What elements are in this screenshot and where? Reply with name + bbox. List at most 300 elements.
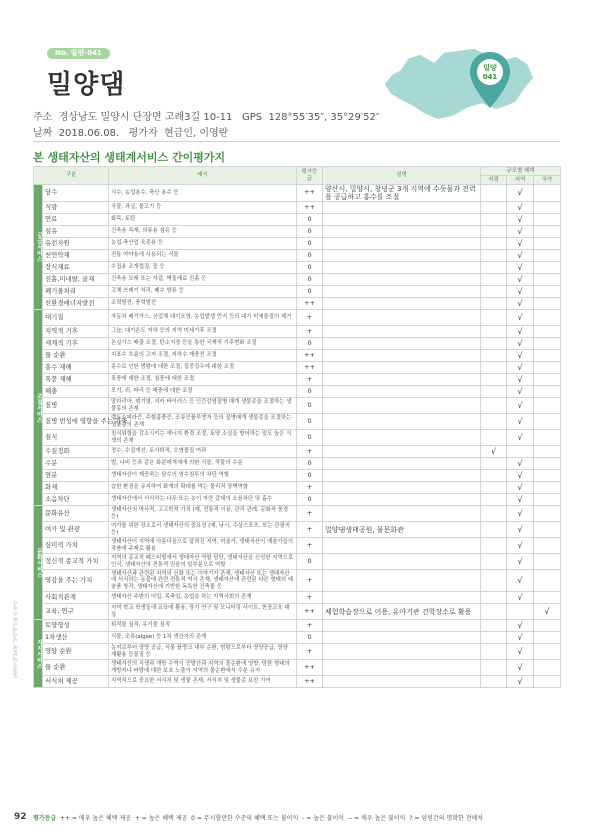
row-scale-nation <box>534 676 561 688</box>
row-scale-local <box>481 238 507 250</box>
side-running-title: 밀양강 제1권역 생태계서비스 평가 <box>13 600 19 678</box>
row-scale-nation <box>534 482 561 494</box>
row-item: 화재 <box>43 482 109 494</box>
row-item: 홍수 재해 <box>43 362 109 374</box>
row-description <box>323 592 481 604</box>
row-item: 사회적관계 <box>43 592 109 604</box>
row-scale-nation <box>534 554 561 570</box>
row-grade: + <box>297 374 323 386</box>
row-grade: + <box>297 326 323 338</box>
row-description <box>323 286 481 298</box>
row-item: 영양 순환 <box>43 644 109 660</box>
row-scale-region: √ <box>507 676 534 688</box>
legend-item: ? = 임원간의 명확한 견해차 <box>409 815 484 822</box>
row-scale-region: √ <box>507 374 534 386</box>
row-scale-local <box>481 386 507 398</box>
table-row <box>34 494 561 506</box>
grade-legend <box>33 813 483 822</box>
table-row <box>34 470 561 482</box>
row-item: 친환경에너지발전 <box>43 298 109 310</box>
evaluator-label: 평가자 <box>128 128 158 139</box>
row-scale-region: √ <box>507 338 534 350</box>
header-scale-region: 지역 <box>507 176 534 185</box>
row-grade: 0 <box>297 458 323 470</box>
header-description: 설명 <box>323 167 481 185</box>
row-item: 식량 <box>43 202 109 214</box>
row-description <box>323 362 481 374</box>
table-row <box>34 202 561 214</box>
table-row <box>34 298 561 310</box>
table-row <box>34 676 561 688</box>
row-description <box>323 310 481 326</box>
table-row <box>34 446 561 458</box>
row-example: 지역의 종교적 페스티벌에서 생태자산 역할 담당, 생태자산을 신성한 지역으로 인식, 생태자산의 전통적 믿음의 일부분으로 역할 <box>109 554 297 570</box>
row-scale-region: √ <box>507 286 534 298</box>
row-scale-nation <box>534 570 561 592</box>
row-example: 퇴적물 침적, 유기물 침적 <box>109 620 297 632</box>
row-item: 천연약재 <box>43 250 109 262</box>
row-example: 그늘, 대기온도 저하 등의 지역 미세기후 조절 <box>109 326 297 338</box>
row-example: 농업·축산업 육종용 등 <box>109 238 297 250</box>
row-scale-nation <box>534 326 561 338</box>
row-scale-local <box>481 214 507 226</box>
row-item: 교육, 연구 <box>43 604 109 620</box>
row-example: 여가를 위한 장소로서 생태자산의 중요성 (예, 낚시, 수상스포츠, 또는 관광지 등) <box>109 522 297 538</box>
row-grade: 0 <box>297 214 323 226</box>
row-item: 담수 <box>43 185 109 202</box>
table-row <box>34 250 561 262</box>
row-grade: + <box>297 482 323 494</box>
row-example: 건축용 모래 또는 자갈, 벽돌재료 진흙 등 <box>109 274 297 286</box>
row-grade: ++ <box>297 660 323 676</box>
table-row <box>34 570 561 592</box>
evaluator-value: 현금인, 이영란 <box>164 128 229 139</box>
page-number: 92 <box>14 812 27 822</box>
row-scale-local <box>481 482 507 494</box>
table-row <box>34 414 561 430</box>
row-scale-local: √ <box>481 446 507 458</box>
header-example: 예시 <box>109 167 297 185</box>
row-scale-region: √ <box>507 185 534 202</box>
row-item: 지역적 기후 <box>43 326 109 338</box>
row-grade: ++ <box>297 202 323 214</box>
row-scale-local <box>481 185 507 202</box>
row-scale-region: √ <box>507 660 534 676</box>
row-scale-local <box>481 202 507 214</box>
row-scale-region: √ <box>507 298 534 310</box>
table-row <box>34 430 561 446</box>
row-scale-region: √ <box>507 202 534 214</box>
row-scale-nation <box>534 214 561 226</box>
row-example: 습한 환경을 유지하여 화재의 확대를 막는 물리적 장벽역할 <box>109 482 297 494</box>
row-example: 벌, 나비 등과 같은 화분매개체에 의한 식물, 작물의 수분 <box>109 458 297 470</box>
row-grade: ++ <box>297 676 323 688</box>
row-scale-nation <box>534 338 561 350</box>
row-example: 홍수로 인한 범람에 대한 조절, 집중강우에 대한 조절 <box>109 362 297 374</box>
row-description <box>323 386 481 398</box>
row-description <box>323 274 481 286</box>
row-scale-nation <box>534 398 561 414</box>
row-description: 밀양댐생태공원, 물문화관 <box>323 522 481 538</box>
header-scale-local: 지점 <box>481 176 507 185</box>
region-map-shape <box>384 48 534 120</box>
row-description <box>323 214 481 226</box>
row-example: 생태자산과 관련된 지역의 신화 또는 이야기가 존재, 생태자산 또는 생태자산에 서식하는 동물에 관련 전통적 역사 존재, 생태자산에 관련된 다른 형태의 예술품 창작, 생태자산에 기반한 독특한 건축물 등 <box>109 570 297 592</box>
row-scale-local <box>481 592 507 604</box>
table-row <box>34 262 561 274</box>
row-scale-region: √ <box>507 414 534 430</box>
section-title: 본 생태자산의 생태계서비스 간이평가지 <box>33 151 226 164</box>
header-grade: 평가등급 <box>297 167 323 185</box>
row-item: 정신적 종교적 가치 <box>43 554 109 570</box>
row-description <box>323 538 481 554</box>
row-example: 정수, 수질개선, 토사퇴적, 오염물질 여과 <box>109 446 297 458</box>
row-grade: + <box>297 506 323 522</box>
row-grade: + <box>297 522 323 538</box>
category-cell: 지지서비스 <box>34 620 43 688</box>
row-scale-local <box>481 226 507 238</box>
row-scale-region: √ <box>507 398 534 414</box>
row-scale-nation <box>534 185 561 202</box>
map-pin-line1: 밀양 <box>483 64 497 72</box>
row-item: 소음차단 <box>43 494 109 506</box>
row-item: 폭풍 재해 <box>43 374 109 386</box>
row-scale-region: √ <box>507 632 534 644</box>
table-row <box>34 362 561 374</box>
row-grade: 0 <box>297 386 323 398</box>
row-example: 지역 학교 학생들에 교육에 활용, 장기 연구 및 모니터링 사이트, 현장교육 대상 <box>109 604 297 620</box>
row-scale-nation <box>534 470 561 482</box>
table-row <box>34 185 561 202</box>
row-item: 심미적 가치 <box>43 538 109 554</box>
table-body <box>34 185 561 688</box>
gps-label: GPS <box>241 112 263 123</box>
address-line <box>33 108 380 123</box>
row-scale-local <box>481 554 507 570</box>
row-grade: + <box>297 644 323 660</box>
row-scale-nation <box>534 660 561 676</box>
table-row <box>34 398 561 414</box>
category-cell: 조절서비스 <box>34 310 43 506</box>
table-row <box>34 326 561 338</box>
header-scale-nation: 국가 <box>534 176 561 185</box>
date-label: 날짜 <box>33 128 53 139</box>
row-scale-nation <box>534 632 561 644</box>
row-scale-nation <box>534 386 561 398</box>
table-row <box>34 554 561 570</box>
table-row <box>34 506 561 522</box>
row-scale-local <box>481 350 507 362</box>
row-example: 지역적으로 중요한 서식처 및 생물 존재, 서식처 및 생물종 보전 기여 <box>109 676 297 688</box>
row-example: 생태자산의 식생과 개방 수역이 증발산과 지역의 물순환에 영향, 담한 형태의 개방지나 바람에 대한 보호 노출이 지역의 물순환에서 수분 유지 <box>109 660 297 676</box>
table-row <box>34 604 561 620</box>
row-scale-region <box>507 446 534 458</box>
row-item: 침식 <box>43 430 109 446</box>
table-row <box>34 226 561 238</box>
row-scale-nation <box>534 286 561 298</box>
row-item: 영감을 주는 가치 <box>43 570 109 592</box>
row-description <box>323 374 481 386</box>
row-description <box>323 458 481 470</box>
row-example: 침식위험을 감소시키는 에너지 환경 조절, 토양 소실을 방어하는 밀도 높은 식생의 존재 <box>109 430 297 446</box>
row-scale-local <box>481 310 507 326</box>
row-grade: 0 <box>297 262 323 274</box>
row-description <box>323 494 481 506</box>
row-description <box>323 570 481 592</box>
row-example: 식수, 농업용수, 축산 용수 등 <box>109 185 297 202</box>
row-item: 유전자원 <box>43 238 109 250</box>
row-scale-region: √ <box>507 274 534 286</box>
address-value: 경상남도 밀양시 단장면 고례3길 10-11 <box>58 112 233 123</box>
row-scale-region: √ <box>507 350 534 362</box>
row-scale-region: √ <box>507 250 534 262</box>
row-scale-region: √ <box>507 620 534 632</box>
row-scale-local <box>481 470 507 482</box>
header-scale-group: 규모별 혜택 <box>481 167 561 176</box>
table-row <box>34 350 561 362</box>
row-scale-local <box>481 262 507 274</box>
row-scale-region: √ <box>507 226 534 238</box>
address-label: 주소 <box>33 112 53 123</box>
row-example: 지표수 흐름의 고저 조절, 지하수 재충전 조절 <box>109 350 297 362</box>
row-item: 질병 <box>43 398 109 414</box>
row-scale-local <box>481 326 507 338</box>
table-row <box>34 274 561 286</box>
row-scale-region: √ <box>507 538 534 554</box>
row-scale-nation <box>534 620 561 632</box>
header-category: 구분 <box>34 167 109 185</box>
divider <box>33 141 560 142</box>
row-scale-region: √ <box>507 592 534 604</box>
row-grade: ++ <box>297 298 323 310</box>
table-row <box>34 458 561 470</box>
row-scale-local <box>481 430 507 446</box>
row-description <box>323 238 481 250</box>
row-description <box>323 644 481 660</box>
row-scale-local <box>481 414 507 430</box>
row-item: 문화유산 <box>43 506 109 522</box>
row-item: 서식처 제공 <box>43 676 109 688</box>
row-grade: 0 <box>297 238 323 250</box>
row-scale-region: √ <box>507 458 534 470</box>
row-scale-nation <box>534 446 561 458</box>
row-grade: ++ <box>297 350 323 362</box>
table-row <box>34 286 561 298</box>
row-scale-local <box>481 538 507 554</box>
category-cell: 공급서비스 <box>34 185 43 310</box>
row-grade: ++ <box>297 185 323 202</box>
row-grade: 0 <box>297 470 323 482</box>
row-scale-local <box>481 286 507 298</box>
row-example: 말라리아, 뎅기열, 지카 바이러스 등 인간감염질병 매개 생물종을 조절하는 생물종의 존재 <box>109 398 297 414</box>
row-grade: + <box>297 592 323 604</box>
row-description <box>323 226 481 238</box>
row-example: 생태자산이 제공하는 담수의 염수침투의 차단 역할 <box>109 470 297 482</box>
row-description <box>323 398 481 414</box>
table-row <box>34 644 561 660</box>
row-scale-nation <box>534 494 561 506</box>
row-scale-nation <box>534 592 561 604</box>
row-scale-region: √ <box>507 522 534 538</box>
row-item: 대기질 <box>43 310 109 326</box>
row-example: 전통 약약용에 사용되는 식물 <box>109 250 297 262</box>
row-scale-region: √ <box>507 494 534 506</box>
row-scale-local <box>481 494 507 506</box>
row-example: 조력발전, 풍력발전 <box>109 298 297 310</box>
row-scale-nation <box>534 238 561 250</box>
row-scale-local <box>481 298 507 310</box>
row-example: 렙토스피라증, 주혈흡충증, 조류인플루엔자 등의 질병매개 생물종을 조절하는 생물종의 존재 <box>109 414 297 430</box>
row-scale-local <box>481 522 507 538</box>
row-example: 농지로부터 영양 공급, 식물 플랑크 내부 순환, 범람으로부터 영양공급, 영양 재활용 등물질 등 <box>109 644 297 660</box>
row-item: 토양형성 <box>43 620 109 632</box>
row-scale-region: √ <box>507 554 534 570</box>
row-scale-nation <box>534 538 561 554</box>
row-example: 생태자산의 역사적, 고고학적 가치 (예, 전통적 이용, 관리 관례, 문화적 풍경 등) <box>109 506 297 522</box>
row-scale-region: √ <box>507 326 534 338</box>
legend-item: 0 = 무시할만한 수준의 혜택 또는 불이익 <box>191 815 299 822</box>
row-item: 여가 및 관광 <box>43 522 109 538</box>
row-scale-nation <box>534 522 561 538</box>
table-row <box>34 620 561 632</box>
row-example: 자동차 배기가스, 산업체 대기오염, 농업발생 먼지 등의 대기 미세물질의 제거 <box>109 310 297 326</box>
table-row <box>34 592 561 604</box>
row-description <box>323 262 481 274</box>
row-scale-nation <box>534 226 561 238</box>
category-cell: 문화서비스 <box>34 506 43 620</box>
row-item: 연료 <box>43 214 109 226</box>
row-scale-nation <box>534 202 561 214</box>
row-grade: + <box>297 310 323 326</box>
row-grade: 0 <box>297 274 323 286</box>
row-scale-local <box>481 338 507 350</box>
assessment-table <box>33 166 561 688</box>
row-item: 1차생산 <box>43 632 109 644</box>
row-description <box>323 676 481 688</box>
legend-item: -- = 매우 높은 불이익 <box>347 815 406 822</box>
row-scale-region: √ <box>507 386 534 398</box>
row-example: 생태자산 주변의 어업, 목축업, 농업을 하는 지역사회의 존재 <box>109 592 297 604</box>
row-example: 생태자산이 지역에 아름다움으로 알려진 지역, 미술가, 생태자산이 예술가들의 작품에 주제로 활용 <box>109 538 297 554</box>
row-example: 생태자산에서 서식하는 나무 또는 농이 자란 갈대의 소음차단 및 흡수 <box>109 494 297 506</box>
row-item: 수질정화 <box>43 446 109 458</box>
row-scale-local <box>481 362 507 374</box>
row-scale-region: √ <box>507 362 534 374</box>
row-description <box>323 660 481 676</box>
row-example: 폭풍에 대한 조절, 침풍에 대한 조절 <box>109 374 297 386</box>
row-scale-nation <box>534 250 561 262</box>
row-scale-local <box>481 570 507 592</box>
row-description <box>323 482 481 494</box>
row-description <box>323 506 481 522</box>
row-grade: 0 <box>297 398 323 414</box>
row-scale-nation <box>534 374 561 386</box>
gps-value: 128°55′35″, 35°29′52″ <box>268 112 380 123</box>
row-scale-nation: √ <box>534 604 561 620</box>
row-item: 섬유 <box>43 226 109 238</box>
row-description <box>323 554 481 570</box>
table-row <box>34 310 561 326</box>
region-map <box>378 44 538 139</box>
legend-item: ++ = 매우 높은 혜택 제공 <box>60 815 132 822</box>
row-description <box>323 350 481 362</box>
row-scale-local <box>481 676 507 688</box>
row-grade: 0 <box>297 226 323 238</box>
row-scale-region: √ <box>507 470 534 482</box>
row-scale-nation <box>534 362 561 374</box>
row-example: 식물, 조류(algae) 등 1차 생산자의 존재 <box>109 632 297 644</box>
row-scale-nation <box>534 644 561 660</box>
map-pin-line2: 041 <box>482 73 498 81</box>
row-grade: 0 <box>297 554 323 570</box>
row-scale-local <box>481 632 507 644</box>
row-grade: 0 <box>297 414 323 430</box>
row-scale-nation <box>534 262 561 274</box>
row-grade: 0 <box>297 250 323 262</box>
row-scale-region: √ <box>507 430 534 446</box>
asset-number-tag: No. 밀양-041 <box>47 48 110 59</box>
row-scale-nation <box>534 414 561 430</box>
row-item: 물 순환 <box>43 350 109 362</box>
row-scale-local <box>481 274 507 286</box>
row-scale-local <box>481 398 507 414</box>
row-scale-local <box>481 458 507 470</box>
row-scale-nation <box>534 310 561 326</box>
row-description <box>323 414 481 430</box>
row-grade: ++ <box>297 362 323 374</box>
row-item: 장식재료 <box>43 262 109 274</box>
row-grade: 0 <box>297 632 323 644</box>
table-row <box>34 482 561 494</box>
row-scale-region: √ <box>507 238 534 250</box>
table-row <box>34 632 561 644</box>
table-row <box>34 338 561 350</box>
row-description <box>323 202 481 214</box>
row-item: 진흙,미네랄, 골재 <box>43 274 109 286</box>
row-description <box>323 250 481 262</box>
row-item: 폐기물처리 <box>43 286 109 298</box>
row-grade: + <box>297 620 323 632</box>
row-scale-local <box>481 374 507 386</box>
table-row <box>34 214 561 226</box>
legend-item: - = 높은 불이익 <box>302 815 345 822</box>
row-description <box>323 446 481 458</box>
table-row <box>34 538 561 554</box>
row-item: 세계적 기후 <box>43 338 109 350</box>
row-description <box>323 430 481 446</box>
row-item: 해충 <box>43 386 109 398</box>
row-grade: 0 <box>297 430 323 446</box>
row-example: 건축용 목재, 의류용 섬유 등 <box>109 226 297 238</box>
row-scale-local <box>481 506 507 522</box>
legend-label: 평가등급 <box>33 815 57 822</box>
row-scale-nation <box>534 506 561 522</box>
row-example: 온실가스 배출 조절, 탄소저장 등을 통한 국제적 기후변화 조절 <box>109 338 297 350</box>
row-grade: + <box>297 570 323 592</box>
row-scale-local <box>481 620 507 632</box>
row-scale-local <box>481 250 507 262</box>
row-scale-nation <box>534 298 561 310</box>
row-scale-region: √ <box>507 310 534 326</box>
row-description <box>323 470 481 482</box>
table-row <box>34 660 561 676</box>
row-scale-local <box>481 644 507 660</box>
row-scale-region: √ <box>507 262 534 274</box>
row-example: 화목, 토탄 <box>109 214 297 226</box>
page-title: 밀양댐 <box>47 70 126 100</box>
row-item: 물 순환 <box>43 660 109 676</box>
date-line <box>33 124 228 139</box>
